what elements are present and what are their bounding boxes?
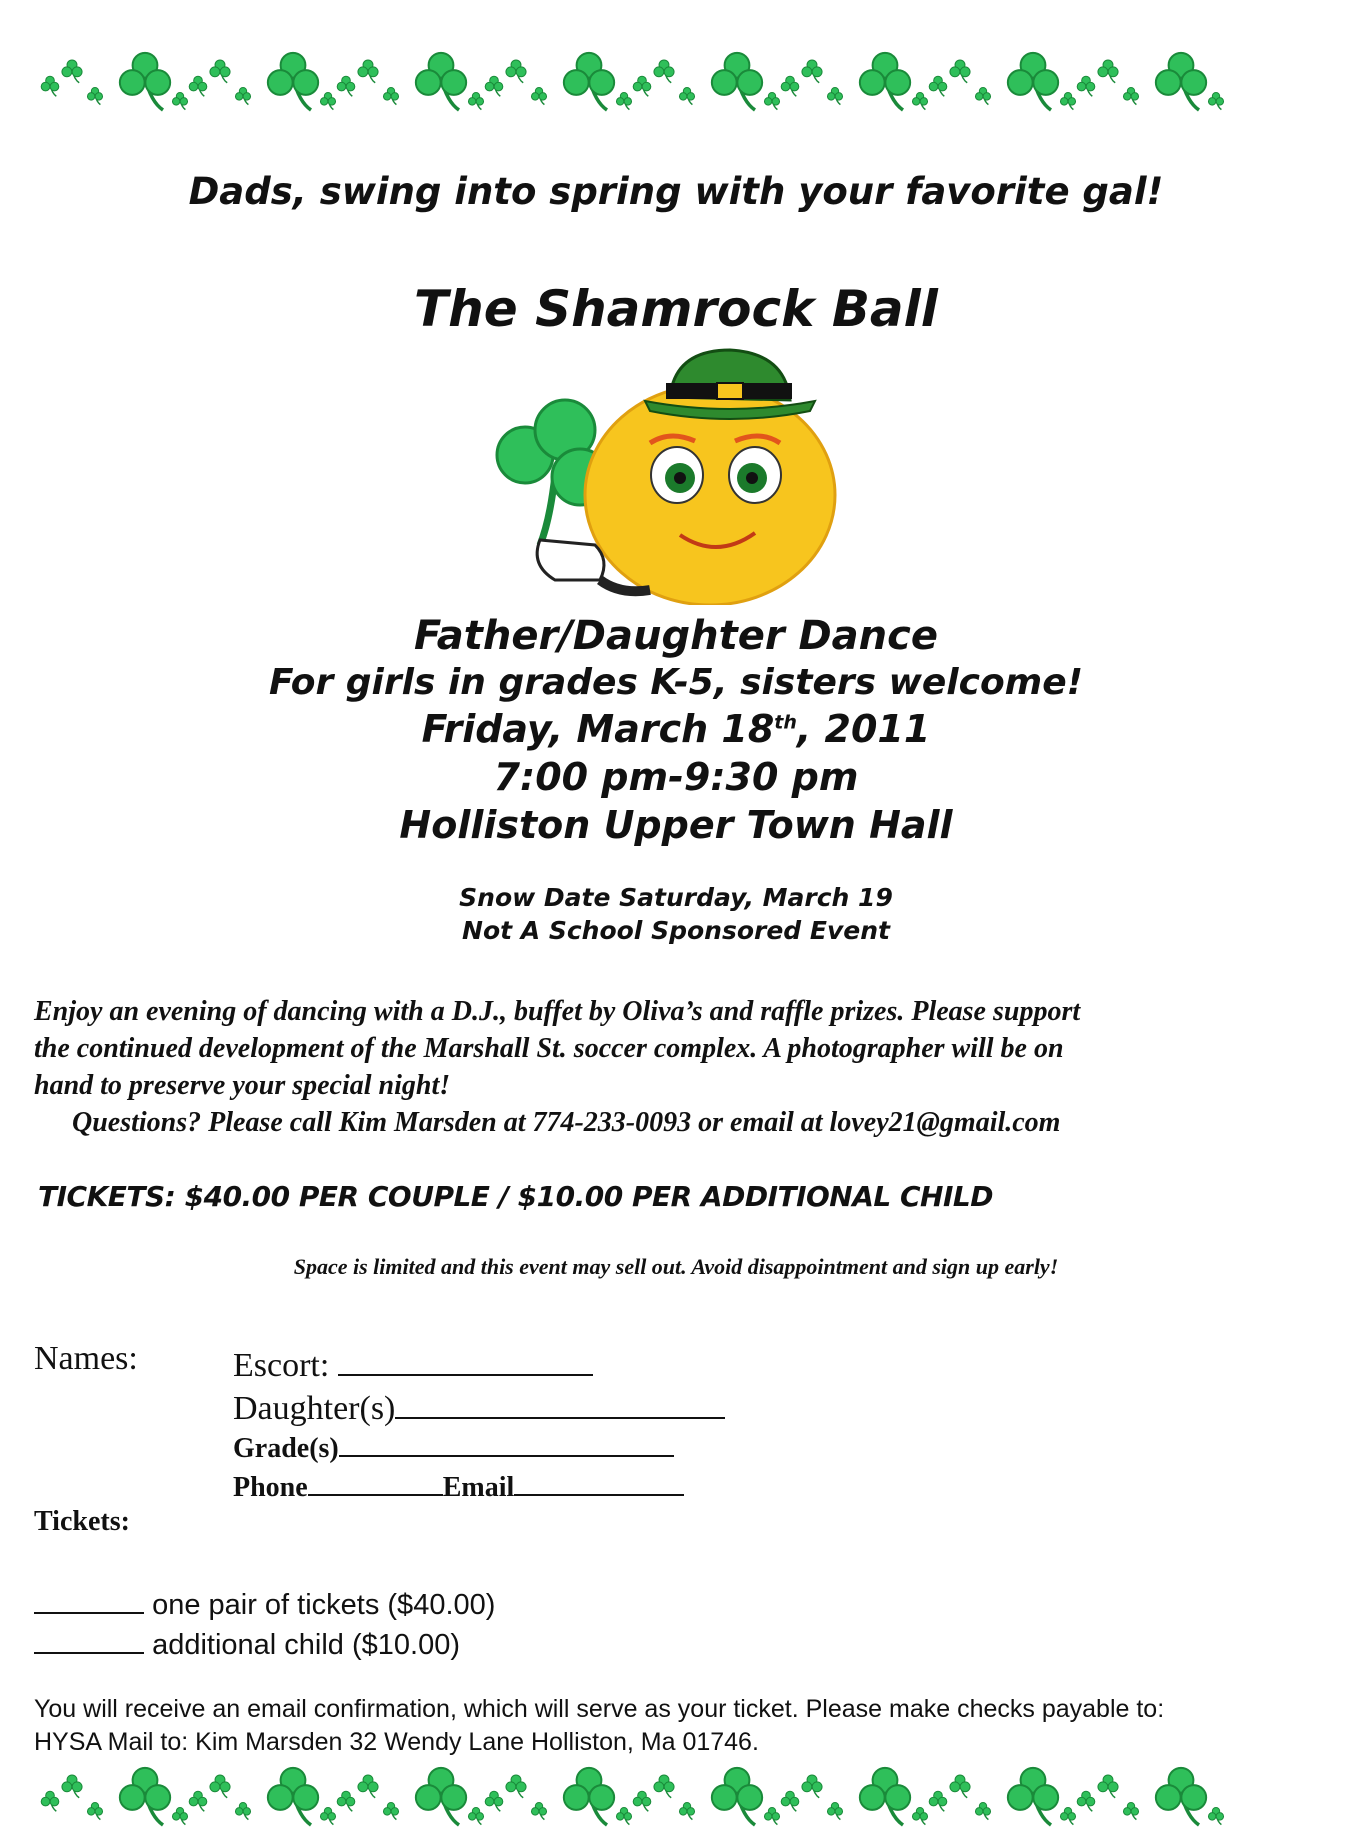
description: [34, 993, 1334, 1141]
event-name: Father/Daughter Dance: [414, 613, 938, 659]
shamrock-icon: [189, 1791, 207, 1811]
phone-field[interactable]: [308, 1466, 443, 1496]
shamrock-icon: [358, 1775, 378, 1798]
shamrock-icon: [950, 60, 970, 83]
shamrock-icon: [679, 87, 694, 104]
shamrock-icon: [1156, 53, 1206, 110]
shamrock-icon: [485, 1791, 503, 1811]
shamrock-icon: [172, 1807, 187, 1824]
shamrock-icon: [210, 60, 230, 83]
shamrock-icon: [1156, 1768, 1206, 1825]
shamrock-icon: [62, 1775, 82, 1798]
shamrock-icon: [189, 76, 207, 96]
shamrock-icon: [320, 1807, 335, 1824]
shamrock-icon: [764, 92, 779, 109]
shamrock-icon: [41, 1791, 59, 1811]
shamrock-icon: [654, 1775, 674, 1798]
description-line: the continued development of the Marshall St. soccer complex. A photographer will be on: [34, 1033, 1064, 1064]
event-time: 7:00 pm-9:30 pm: [493, 755, 859, 799]
footer-address: HYSA Mail to: Kim Marsden 32 Wendy Lane Holliston, Ma 01746.: [34, 1728, 759, 1756]
shamrock-icon: [235, 1802, 250, 1819]
event-date: [0, 707, 1352, 751]
shamrock-border-top: [30, 40, 1230, 120]
shamrock-icon: [929, 1791, 947, 1811]
shamrock-icon: [827, 87, 842, 104]
description-line: hand to preserve your special night!: [34, 1070, 451, 1101]
shamrock-icon: [860, 1768, 910, 1825]
shamrock-icon: [268, 53, 318, 110]
shamrock-icon: [633, 1791, 651, 1811]
leprechaun-smiley-icon: [480, 345, 860, 605]
footer-line: You will receive an email confirmation, which will serve as your ticket. Please make checks payable to:: [34, 1695, 1165, 1723]
shamrock-icon: [485, 76, 503, 96]
names-label: Names:: [34, 1340, 138, 1377]
shamrock-icon: [1060, 1807, 1075, 1824]
tickets-banner: TICKETS: $40.00 PER COUPLE / $10.00 PER ADDITIONAL CHILD: [38, 1180, 993, 1213]
shamrock-icon: [531, 1802, 546, 1819]
shamrock-icon: [337, 1791, 355, 1811]
shamrock-icon: [1008, 53, 1058, 110]
shamrock-icon: [41, 76, 59, 96]
shamrock-icon: [975, 87, 990, 104]
shamrock-icon: [416, 1768, 466, 1825]
shamrock-icon: [912, 1807, 927, 1824]
shamrock-icon: [781, 76, 799, 96]
tagline: Dads, swing into spring with your favorite gal!: [188, 170, 1164, 213]
shamrock-icon: [712, 53, 762, 110]
shamrock-icon: [564, 1768, 614, 1825]
shamrock-icon: [654, 60, 674, 83]
phone-label: Phone: [233, 1472, 308, 1503]
ticket-child-row: [34, 1623, 460, 1662]
shamrock-icon: [87, 87, 102, 104]
shamrock-icon: [802, 60, 822, 83]
shamrock-icon: [975, 1802, 990, 1819]
shamrock-icon: [1077, 76, 1095, 96]
shamrock-icon: [616, 92, 631, 109]
email-field[interactable]: [514, 1466, 684, 1496]
escort-label: Escort:: [233, 1347, 330, 1384]
email-label: Email: [442, 1472, 515, 1503]
page-title: The Shamrock Ball: [414, 280, 938, 338]
description-line: Enjoy an evening of dancing with a D.J., buffet by Oliva’s and raffle prizes. Please support: [34, 996, 1081, 1027]
ticket-pair-qty[interactable]: [34, 1583, 144, 1614]
footer: [34, 1693, 1344, 1759]
shamrock-icon: [679, 1802, 694, 1819]
event-date-suffix: th: [774, 711, 797, 734]
escort-field[interactable]: [338, 1340, 593, 1376]
grades-field[interactable]: [339, 1427, 674, 1457]
space-note: Space is limited and this event may sell out. Avoid disappointment and sign up early!: [293, 1254, 1059, 1279]
shamrock-icon: [1208, 92, 1223, 109]
shamrock-icon: [860, 53, 910, 110]
contact-row: [233, 1466, 684, 1504]
shamrock-icon: [781, 1791, 799, 1811]
shamrock-icon: [358, 60, 378, 83]
shamrock-icon: [506, 1775, 526, 1798]
shamrock-icon: [1008, 1768, 1058, 1825]
grades-label: Grade(s): [233, 1433, 339, 1464]
shamrock-icon: [210, 1775, 230, 1798]
event-location: Holliston Upper Town Hall: [399, 803, 953, 847]
ticket-child-qty[interactable]: [34, 1623, 144, 1654]
shamrock-icon: [120, 53, 170, 110]
shamrock-icon: [320, 92, 335, 109]
shamrock-icon: [1123, 87, 1138, 104]
shamrock-icon: [616, 1807, 631, 1824]
disclaimer: Not A School Sponsored Event: [462, 916, 890, 945]
shamrock-icon: [929, 76, 947, 96]
shamrock-icon: [383, 87, 398, 104]
daughters-row: [233, 1383, 725, 1428]
shamrock-icon: [235, 87, 250, 104]
shamrock-icon: [62, 60, 82, 83]
shamrock-icon: [1098, 60, 1118, 83]
shamrock-icon: [1077, 1791, 1095, 1811]
ticket-child-label: additional child ($10.00): [152, 1629, 460, 1661]
shamrock-icon: [764, 1807, 779, 1824]
shamrock-icon: [531, 87, 546, 104]
shamrock-icon: [120, 1768, 170, 1825]
shamrock-icon: [268, 1768, 318, 1825]
daughters-field[interactable]: [395, 1383, 725, 1419]
shamrock-icon: [564, 53, 614, 110]
shamrock-icon: [712, 1768, 762, 1825]
shamrock-icon: [468, 1807, 483, 1824]
shamrock-icon: [87, 1802, 102, 1819]
grades-row: [233, 1427, 674, 1465]
shamrock-icon: [1208, 1807, 1223, 1824]
shamrock-icon: [416, 53, 466, 110]
shamrock-icon: [1123, 1802, 1138, 1819]
shamrock-icon: [827, 1802, 842, 1819]
shamrock-icon: [802, 1775, 822, 1798]
daughters-label: Daughter(s): [233, 1390, 396, 1427]
shamrock-icon: [1098, 1775, 1118, 1798]
event-date-year: , 2011: [796, 707, 931, 751]
escort-row: [233, 1340, 593, 1385]
shamrock-icon: [468, 92, 483, 109]
questions-line: Questions? Please call Kim Marsden at 774-233-0093 or email at lovey21@gmail.com: [72, 1107, 1061, 1138]
shamrock-icon: [1060, 92, 1075, 109]
shamrock-icon: [950, 1775, 970, 1798]
shamrock-icon: [633, 76, 651, 96]
snow-date: Snow Date Saturday, March 19: [459, 883, 893, 912]
tickets-label: Tickets:: [34, 1506, 130, 1537]
event-date-main: Friday, March 18: [421, 707, 775, 751]
shamrock-icon: [383, 1802, 398, 1819]
event-audience: For girls in grades K-5, sisters welcome!: [268, 662, 1084, 703]
shamrock-icon: [912, 92, 927, 109]
shamrock-icon: [172, 92, 187, 109]
shamrock-icon: [337, 76, 355, 96]
ticket-pair-row: [34, 1583, 495, 1622]
shamrock-icon: [506, 60, 526, 83]
ticket-pair-label: one pair of tickets ($40.00): [152, 1589, 496, 1621]
shamrock-border-bottom: [30, 1755, 1230, 1835]
